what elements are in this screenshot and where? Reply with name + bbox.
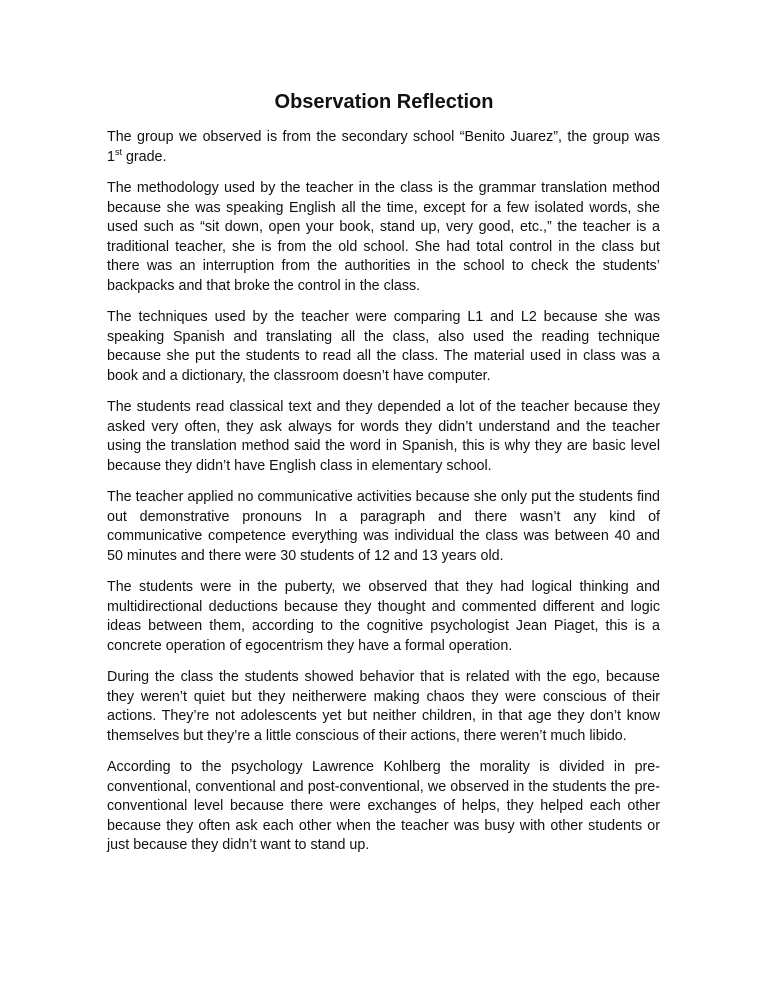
paragraph-methodology: The methodology used by the teacher in the class is the grammar translation method because she was speaking English all the time, except for a few isolated words, she used such as “sit down, open your book, stand up, very good, etc.,” the teacher is a traditional teacher, she is from the old school. She had total control in the class but there was an interruption from the authorities in the school to check the students’ backpacks and that broke the control in the class. (107, 180, 660, 294)
document-title: Observation Reflection (274, 91, 494, 113)
document-body (107, 128, 660, 868)
paragraph-techniques: The techniques used by the teacher were comparing L1 and L2 because she was speaking Spanish and translating all the class, also used the reading technique because she put the students to read all the class. The material used in class was a book and a dictionary, the classroom doesn’t have computer. (107, 309, 660, 384)
intro-text: The group we observed is from the secondary school “Benito Juarez”, the group was 1 (107, 129, 660, 165)
paragraph-students-reading: The students read classical text and they depended a lot of the teacher because they asked very often, they ask always for words they didn’t understand and the teacher using the translation method said the word in Spanish, this is why they are basic level because they didn’t have English class in elementary school. (107, 399, 660, 474)
intro-text-end: grade. (121, 148, 167, 165)
paragraph-kohlberg: According to the psychology Lawrence Kohlberg the morality is divided in pre-conventional, conventional and post-conventional, we observed in the students the pre-conventional level because there were exchanges of helps, they helped each other because they often ask each other when the teacher was busy with other students or just because they didn’t want to stand up. (107, 759, 660, 853)
paragraph-intro (107, 128, 660, 167)
paragraph-piaget: The students were in the puberty, we observed that they had logical thinking and multidirectional deductions because they thought and commented different and logic ideas between them, according to the cognitive psychologist Jean Piaget, this is a concrete operation of egocentrism they have a formal operation. (107, 579, 660, 654)
paragraph-activities: The teacher applied no communicative activities because she only put the students find out demonstrative pronouns In a paragraph and there wasn’t any kind of communicative competence everything was individual the class was between 40 and 50 minutes and there were 30 students of 12 and 13 years old. (107, 489, 660, 564)
paragraph-behavior: During the class the students showed behavior that is related with the ego, because they weren’t quiet but they neitherwere making chaos they were conscious of their actions. They’re not adolescents yet but neither children, in that age they don’t know themselves but they’re a little conscious of their actions, there weren’t much libido. (107, 669, 660, 744)
ordinal-suffix: st (114, 146, 122, 157)
